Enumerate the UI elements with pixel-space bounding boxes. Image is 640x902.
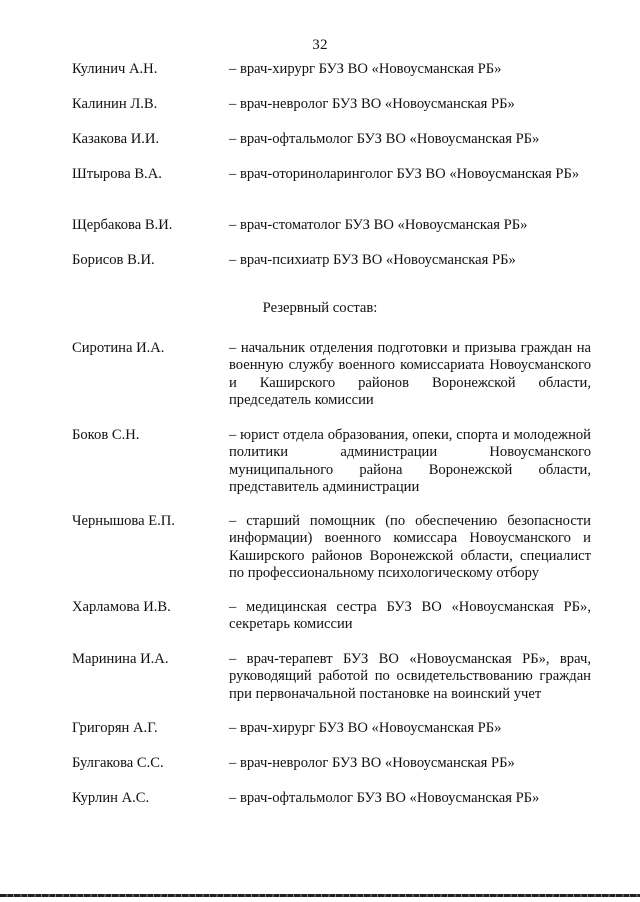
member-name: Григорян А.Г. <box>72 720 158 736</box>
member-role: – врач-стоматолог БУЗ ВО «Новоусманская РБ» <box>229 217 528 233</box>
member-role: – врач-офтальмолог БУЗ ВО «Новоусманская РБ» <box>229 790 540 806</box>
member-name: Боков С.Н. <box>72 427 140 443</box>
member-role: – старший помощник (по обеспечению безопасности информации) военного комиссара Новоусманского и Каширского районов Воронежской области, специалист по профессиональному психологическому отбору <box>229 513 591 582</box>
member-name: Штырова В.А. <box>72 166 162 182</box>
member-role: – юрист отдела образования, опеки, спорта и молодежной политики администрации Новоусманского муниципального района Воронежской области, представитель администрации <box>229 427 591 496</box>
member-role: – врач-хирург БУЗ ВО «Новоусманская РБ» <box>229 61 502 77</box>
member-name: Булгакова С.С. <box>72 755 164 771</box>
member-name: Калинин Л.В. <box>72 96 158 112</box>
member-role: – врач-офтальмолог БУЗ ВО «Новоусманская РБ» <box>229 131 540 147</box>
member-role: – врач-терапевт БУЗ ВО «Новоусманская РБ», врач, руководящий работой по освидетельствованию граждан при первоначальной постановке на воинский учет <box>229 651 591 702</box>
member-role: – врач-невролог БУЗ ВО «Новоусманская РБ» <box>229 96 515 112</box>
member-role: – врач-оториноларинголог БУЗ ВО «Новоусманская РБ» <box>229 166 580 182</box>
member-name: Харламова И.В. <box>72 599 171 615</box>
member-name: Курлин А.С. <box>72 790 150 806</box>
member-name: Казакова И.И. <box>72 131 160 147</box>
reserve-section-title: Резервный состав: <box>262 300 378 316</box>
member-name: Кулинич А.Н. <box>72 61 158 77</box>
member-name: Чернышова Е.П. <box>72 513 175 529</box>
member-role: – врач-хирург БУЗ ВО «Новоусманская РБ» <box>229 720 502 736</box>
member-name: Сиротина И.А. <box>72 340 165 356</box>
member-name: Щербакова В.И. <box>72 217 173 233</box>
member-role: – начальник отделения подготовки и призыва граждан на военную службу военного комиссариата Новоусманского и Каширского районов Воронежской области, председатель комиссии <box>229 340 591 409</box>
scan-edge-line <box>0 894 640 897</box>
member-role: – врач-невролог БУЗ ВО «Новоусманская РБ» <box>229 755 515 771</box>
member-name: Борисов В.И. <box>72 252 155 268</box>
member-role: – медицинская сестра БУЗ ВО «Новоусманская РБ», секретарь комиссии <box>229 599 591 633</box>
member-name: Маринина И.А. <box>72 651 169 667</box>
page-number: 32 <box>312 37 328 53</box>
member-role: – врач-психиатр БУЗ ВО «Новоусманская РБ» <box>229 252 516 268</box>
